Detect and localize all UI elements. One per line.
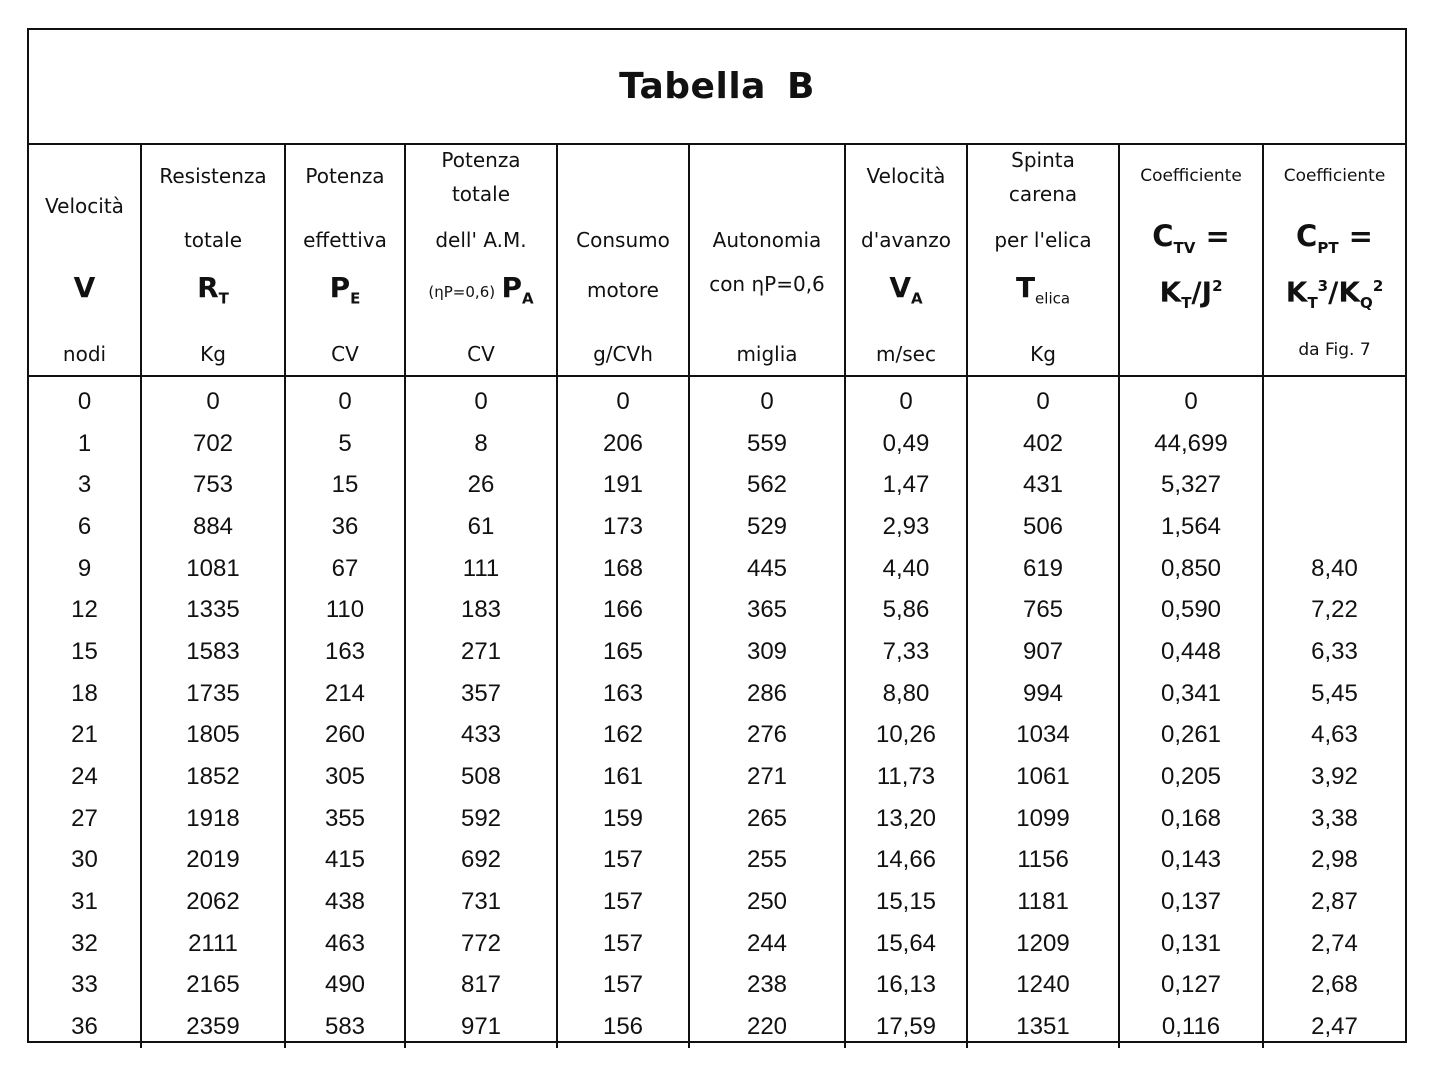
table-cell: 157 — [557, 965, 689, 1007]
table-cell: 220 — [689, 1006, 845, 1048]
header-label: Resistenza — [159, 164, 267, 188]
table-cell: 2,98 — [1263, 840, 1405, 882]
header-label: totale — [451, 182, 511, 206]
header-symbol: $R_T$ — [197, 271, 229, 308]
table-cell: 191 — [557, 464, 689, 506]
table-cell: 1181 — [967, 881, 1119, 923]
table-cell: 244 — [689, 923, 845, 965]
table-cell: 1,564 — [1119, 506, 1263, 548]
table-cell: 2165 — [141, 965, 285, 1007]
table-cell: 162 — [557, 715, 689, 757]
header-unit: CV — [331, 342, 359, 366]
table-cell: 438 — [285, 881, 405, 923]
table-cell: 44,699 — [1119, 423, 1263, 465]
header-unit: Kg — [200, 342, 226, 366]
table-row — [29, 798, 1405, 840]
table-cell: 5 — [285, 423, 405, 465]
table-cell — [1263, 423, 1405, 465]
table-cell: 529 — [689, 506, 845, 548]
table-cell: 5,86 — [845, 589, 967, 631]
table-cell: 276 — [689, 715, 845, 757]
table-cell: 10,26 — [845, 715, 967, 757]
table-row — [29, 589, 1405, 631]
table-cell: 15 — [285, 464, 405, 506]
header-label: d'avanzo — [861, 228, 951, 252]
table-cell: 0 — [1119, 376, 1263, 423]
table-title: Tabella B — [619, 66, 815, 107]
table-cell: 2,68 — [1263, 965, 1405, 1007]
header-label: totale — [183, 228, 243, 252]
table-cell: 0,137 — [1119, 881, 1263, 923]
table-cell: 163 — [557, 673, 689, 715]
table-cell: 0,850 — [1119, 548, 1263, 590]
header-label: Potenza — [441, 148, 521, 172]
table-cell: 0,127 — [1119, 965, 1263, 1007]
table-cell: 31 — [71, 888, 98, 916]
table-cell: 161 — [557, 756, 689, 798]
table-cell: 11,73 — [845, 756, 967, 798]
header-coefficiente-cpt — [1263, 143, 1405, 376]
table-cell: 24 — [71, 763, 98, 791]
table-cell: 559 — [689, 423, 845, 465]
table-cell: 159 — [557, 798, 689, 840]
table-cell: 0,590 — [1119, 589, 1263, 631]
table-cell: 17,59 — [845, 1006, 967, 1048]
table-cell: 1081 — [141, 548, 285, 590]
header-spinta — [967, 143, 1119, 376]
header-formula: $K_T^3/K_Q^2$ — [1285, 275, 1384, 312]
header-formula: $C_{PT}$ = — [1296, 219, 1373, 257]
table-cell: 286 — [689, 673, 845, 715]
table-cell: 2019 — [141, 840, 285, 882]
table-cell: 463 — [285, 923, 405, 965]
table-cell: 157 — [557, 923, 689, 965]
table-cell: 18 — [71, 679, 98, 707]
table-cell: 0 — [405, 376, 557, 423]
table-cell: 1351 — [967, 1006, 1119, 1048]
header-label: Velocità — [866, 164, 946, 188]
table-cell: 702 — [141, 423, 285, 465]
header-unit: Kg — [1030, 342, 1056, 366]
table-cell: 1099 — [967, 798, 1119, 840]
table-cell: 506 — [967, 506, 1119, 548]
table-cell: 2,87 — [1263, 881, 1405, 923]
header-label: Consumo — [576, 228, 670, 252]
table-cell: 817 — [405, 965, 557, 1007]
table-cell: 1335 — [141, 589, 285, 631]
table-cell: 238 — [689, 965, 845, 1007]
table-cell: 214 — [285, 673, 405, 715]
table-cell: 0 — [557, 376, 689, 423]
header-formula: $C_{TV}$ = — [1152, 219, 1230, 257]
table-cell: 2,47 — [1263, 1006, 1405, 1048]
table-cell — [1263, 376, 1405, 423]
header-velocita-avanzo — [845, 143, 967, 376]
table-cell: 884 — [141, 506, 285, 548]
table-cell: 206 — [557, 423, 689, 465]
table-row — [29, 715, 1405, 757]
table-row — [29, 423, 1405, 465]
table-cell: 13,20 — [845, 798, 967, 840]
table-cell: 0,261 — [1119, 715, 1263, 757]
table-cell: 0,341 — [1119, 673, 1263, 715]
table-cell: 0 — [77, 387, 92, 415]
table-cell: 402 — [967, 423, 1119, 465]
table-row — [29, 923, 1405, 965]
header-label: Velocità — [45, 194, 124, 218]
table-row — [29, 881, 1405, 923]
table-cell: 583 — [285, 1006, 405, 1048]
header-unit: nodi — [62, 342, 107, 366]
header-unit: miglia — [736, 342, 798, 366]
table-cell: 0,143 — [1119, 840, 1263, 882]
table-cell: 0 — [141, 376, 285, 423]
header-formula: $K_T/J^2$ — [1159, 275, 1223, 312]
table-row — [29, 631, 1405, 673]
table-cell: 250 — [689, 881, 845, 923]
table-row — [29, 506, 1405, 548]
table-cell: 2,74 — [1263, 923, 1405, 965]
header-unit: CV — [467, 342, 495, 366]
table-row — [29, 376, 1405, 423]
table-cell: 33 — [71, 971, 98, 999]
header-unit: m/sec — [876, 342, 936, 366]
table-cell: 692 — [405, 840, 557, 882]
table-cell: 0,131 — [1119, 923, 1263, 965]
table-cell: 16,13 — [845, 965, 967, 1007]
table-cell: 0,116 — [1119, 1006, 1263, 1048]
header-label: Potenza — [305, 164, 385, 188]
table-cell: 2062 — [141, 881, 285, 923]
table-cell: 30 — [71, 846, 98, 874]
table-cell: 592 — [405, 798, 557, 840]
table-cell: 271 — [405, 631, 557, 673]
header-label: Autonomia — [712, 228, 822, 252]
table-cell: 6 — [77, 512, 92, 540]
table-cell: 9 — [77, 554, 92, 582]
table-cell: 1735 — [141, 673, 285, 715]
table-cell: 271 — [689, 756, 845, 798]
header-label: carena — [1008, 182, 1078, 206]
table-cell: 309 — [689, 631, 845, 673]
table-cell: 5,327 — [1119, 464, 1263, 506]
table-cell: 21 — [71, 721, 98, 749]
table-cell: 110 — [285, 589, 405, 631]
table-cell: 1061 — [967, 756, 1119, 798]
table-cell: 1918 — [141, 798, 285, 840]
table-cell: 4,63 — [1263, 715, 1405, 757]
table-cell: 1240 — [967, 965, 1119, 1007]
table-row — [29, 840, 1405, 882]
table-cell: 357 — [405, 673, 557, 715]
table-cell: 1 — [77, 429, 92, 457]
table-cell: 157 — [557, 881, 689, 923]
header-symbol: $V_A$ — [889, 271, 923, 308]
table-body — [29, 376, 1405, 1048]
table-row — [29, 756, 1405, 798]
header-consumo — [557, 143, 689, 376]
table-cell: 183 — [405, 589, 557, 631]
table-row — [29, 464, 1405, 506]
table-cell: 0,448 — [1119, 631, 1263, 673]
table-cell: 0 — [285, 376, 405, 423]
table-cell: 7,33 — [845, 631, 967, 673]
table-cell: 0 — [845, 376, 967, 423]
table-cell: 165 — [557, 631, 689, 673]
table-cell: 907 — [967, 631, 1119, 673]
table-cell: 265 — [689, 798, 845, 840]
header-label: per l'elica — [994, 228, 1092, 252]
header-coefficiente-ctv — [1119, 143, 1263, 376]
table-row — [29, 673, 1405, 715]
table-cell: 765 — [967, 589, 1119, 631]
table-cell — [1263, 464, 1405, 506]
table-cell: 255 — [689, 840, 845, 882]
table-cell: 111 — [405, 548, 557, 590]
table-cell: 26 — [405, 464, 557, 506]
header-label: motore — [587, 278, 659, 302]
table-row — [29, 1006, 1405, 1048]
table-cell: 490 — [285, 965, 405, 1007]
table-cell: 1156 — [967, 840, 1119, 882]
header-label: Coefficiente — [1283, 166, 1386, 186]
table-cell: 8,80 — [845, 673, 967, 715]
table-cell: 67 — [285, 548, 405, 590]
table-frame — [27, 28, 1407, 1043]
table-cell: 4,40 — [845, 548, 967, 590]
table-cell: 415 — [285, 840, 405, 882]
table-cell: 0 — [689, 376, 845, 423]
table-cell: 731 — [405, 881, 557, 923]
table-cell: 1,47 — [845, 464, 967, 506]
table-cell: 36 — [285, 506, 405, 548]
header-velocita — [29, 143, 141, 376]
header-label: Spinta — [1011, 148, 1075, 172]
table-cell: 32 — [71, 929, 98, 957]
table-cell: 14,66 — [845, 840, 967, 882]
table-cell: 2,93 — [845, 506, 967, 548]
table-cell: 8,40 — [1263, 548, 1405, 590]
table-cell: 12 — [71, 596, 98, 624]
table-cell: 156 — [557, 1006, 689, 1048]
table-cell: 2359 — [141, 1006, 285, 1048]
table-cell: 36 — [71, 1013, 98, 1041]
header-autonomia — [689, 143, 845, 376]
table-cell: 173 — [557, 506, 689, 548]
table-cell: 1209 — [967, 923, 1119, 965]
table-row — [29, 548, 1405, 590]
header-symbol: $P_E$ — [329, 271, 361, 308]
table-cell: 15,64 — [845, 923, 967, 965]
table-cell: 3,38 — [1263, 798, 1405, 840]
table-cell: 0,49 — [845, 423, 967, 465]
header-label: con ηP=0,6 — [709, 272, 825, 296]
table-cell: 619 — [967, 548, 1119, 590]
table-cell: 433 — [405, 715, 557, 757]
table-cell: 166 — [557, 589, 689, 631]
table-cell: 168 — [557, 548, 689, 590]
table-cell: 260 — [285, 715, 405, 757]
header-unit: da Fig. 7 — [1298, 340, 1371, 360]
table-row — [29, 965, 1405, 1007]
title-row — [29, 30, 1405, 145]
header-resistenza — [141, 143, 285, 376]
table-cell: 431 — [967, 464, 1119, 506]
table-cell: 15,15 — [845, 881, 967, 923]
table-cell: 3,92 — [1263, 756, 1405, 798]
table-cell: 1805 — [141, 715, 285, 757]
table-cell: 6,33 — [1263, 631, 1405, 673]
table-cell: 305 — [285, 756, 405, 798]
table-cell: 0 — [967, 376, 1119, 423]
table-cell: 8 — [405, 423, 557, 465]
table-cell: 3 — [77, 471, 92, 499]
table-cell: 5,45 — [1263, 673, 1405, 715]
table-cell: 7,22 — [1263, 589, 1405, 631]
table-cell: 15 — [71, 637, 98, 665]
table-cell: 971 — [405, 1006, 557, 1048]
table-cell: 355 — [285, 798, 405, 840]
table-cell: 508 — [405, 756, 557, 798]
table-cell: 0,168 — [1119, 798, 1263, 840]
header-label: dell' A.M. — [435, 228, 527, 252]
table-cell: 562 — [689, 464, 845, 506]
header-potenza-effettiva — [285, 143, 405, 376]
table-cell: 27 — [71, 804, 98, 832]
header-unit: g/CVh — [593, 342, 653, 366]
header-label: effettiva — [303, 228, 387, 252]
table-cell — [1263, 506, 1405, 548]
table-cell: 445 — [689, 548, 845, 590]
table-cell: 1852 — [141, 756, 285, 798]
table-cell: 1583 — [141, 631, 285, 673]
header-potenza-totale — [405, 143, 557, 376]
table-cell: 772 — [405, 923, 557, 965]
table-cell: 365 — [689, 589, 845, 631]
header-label: Coefficiente — [1140, 166, 1242, 186]
table-cell: 753 — [141, 464, 285, 506]
table-cell: 0,205 — [1119, 756, 1263, 798]
header-symbol: V — [73, 271, 96, 304]
table-cell: 61 — [405, 506, 557, 548]
table-cell: 1034 — [967, 715, 1119, 757]
table-cell: 163 — [285, 631, 405, 673]
table-cell: 2111 — [141, 923, 285, 965]
data-table — [29, 143, 1405, 1048]
table-cell: 994 — [967, 673, 1119, 715]
header-symbol: (ηP=0,6) $P_A$ — [428, 271, 534, 308]
header-row — [29, 143, 1405, 376]
header-symbol: $T_{elica}$ — [1015, 271, 1071, 308]
table-cell: 157 — [557, 840, 689, 882]
